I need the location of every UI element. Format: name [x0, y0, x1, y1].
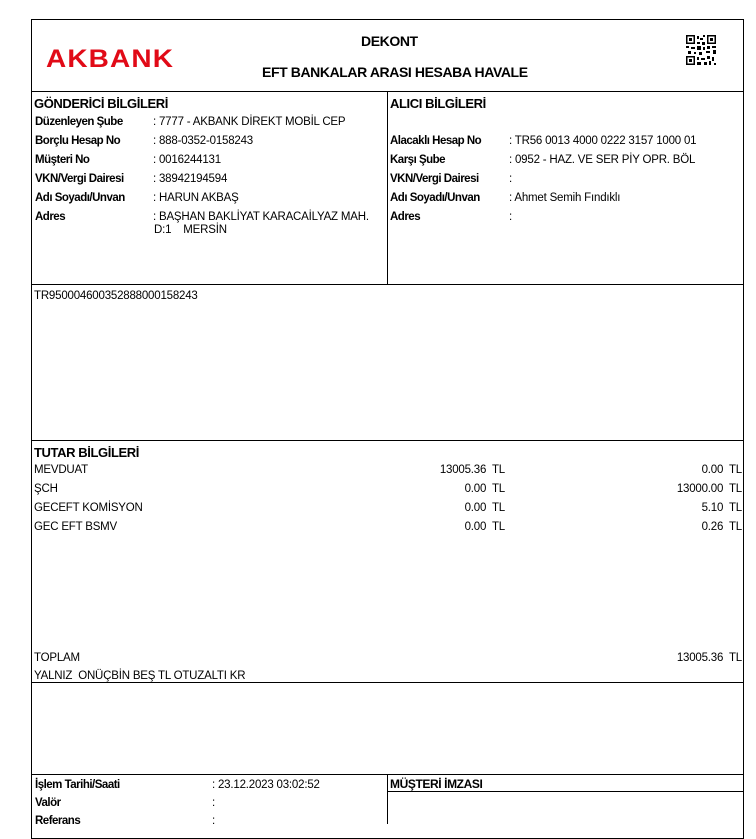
- akbank-logo: AKBANK: [46, 45, 175, 73]
- sender-branch-value: : 7777 - AKBANK DİREKT MOBİL CEP: [153, 116, 346, 128]
- sender-heading: GÖNDERİCİ BİLGİLERİ: [34, 96, 168, 111]
- receiver-heading: ALICI BİLGİLERİ: [390, 96, 486, 111]
- divider-sender-receiver: [387, 91, 388, 284]
- sender-account-value: : 888-0352-0158243: [153, 135, 253, 147]
- sender-address-label: Adres: [35, 211, 66, 223]
- sender-address-value: : BAŞHAN BAKLİYAT KARACAİLYAZ MAH.: [153, 211, 369, 223]
- reference-label: Referans: [35, 815, 81, 827]
- sender-customer-value: : 0016244131: [153, 154, 221, 166]
- amount-row-label: GECEFT KOMİSYON: [34, 502, 143, 514]
- receiver-tax-value: :: [509, 173, 512, 185]
- divider-description: [31, 440, 744, 441]
- divider-parties: [31, 284, 744, 285]
- receiver-address-label: Adres: [390, 211, 421, 223]
- receiver-name-label: Adı Soyadı/Unvan: [390, 192, 480, 204]
- amount-row-right: 5.10 TL: [701, 502, 742, 514]
- receiver-account-label: Alacaklı Hesap No: [390, 135, 482, 147]
- amount-row-label: MEVDUAT: [34, 464, 88, 476]
- sender-name-label: Adı Soyadı/Unvan: [35, 192, 125, 204]
- sender-branch-label: Düzenleyen Şube: [35, 116, 123, 128]
- qr-code-icon: [686, 35, 716, 65]
- transaction-date-value: : 23.12.2023 03:02:52: [212, 779, 320, 791]
- total-value: 13005.36 TL: [676, 652, 742, 664]
- divider-signature: [387, 791, 744, 792]
- sender-name-value: : HARUN AKBAŞ: [153, 192, 239, 204]
- document-title: DEKONT: [361, 33, 418, 49]
- value-date-label: Valör: [35, 797, 61, 809]
- amount-in-words: YALNIZ ONÜÇBİN BEŞ TL OTUZALTI KR: [34, 670, 246, 682]
- divider-amounts: [31, 682, 744, 683]
- receiver-account-value: : TR56 0013 4000 0222 3157 1000 01: [509, 135, 697, 147]
- signature-heading: MÜŞTERİ İMZASI: [390, 777, 483, 791]
- total-label: TOPLAM: [34, 652, 80, 664]
- amount-row-mid: 0.00 TL: [464, 502, 505, 514]
- receiver-tax-label: VKN/Vergi Dairesi: [390, 173, 479, 185]
- amount-row-mid: 0.00 TL: [464, 483, 505, 495]
- sender-address-line2: D:1 MERSİN: [154, 224, 227, 236]
- amount-row-label: ŞCH: [34, 483, 58, 495]
- sender-tax-value: : 38942194594: [153, 173, 228, 185]
- receiver-name-value: : Ahmet Semih Fındıklı: [509, 192, 621, 204]
- amount-row-right: 13000.00 TL: [676, 483, 742, 495]
- divider-footer: [387, 774, 388, 824]
- amount-row-right: 0.00 TL: [701, 464, 742, 476]
- sender-customer-label: Müşteri No: [35, 154, 90, 166]
- amount-row-right: 0.26 TL: [701, 521, 742, 533]
- amount-row-label: GEC EFT BSMV: [34, 521, 118, 533]
- amount-row-mid: 13005.36 TL: [439, 464, 505, 476]
- receiver-branch-label: Karşı Şube: [390, 154, 446, 166]
- document-subtitle: EFT BANKALAR ARASI HESABA HAVALE: [262, 64, 528, 80]
- reference-value: :: [212, 815, 215, 827]
- amounts-heading: TUTAR BİLGİLERİ: [34, 445, 139, 460]
- transaction-description: TR950004600352888000158243: [34, 290, 198, 302]
- amount-row-mid: 0.00 TL: [464, 521, 505, 533]
- sender-tax-label: VKN/Vergi Dairesi: [35, 173, 124, 185]
- receiver-address-value: :: [509, 211, 512, 223]
- receiver-branch-value: : 0952 - HAZ. VE SER PİY OPR. BÖL: [509, 154, 696, 166]
- sender-account-label: Borçlu Hesap No: [35, 135, 121, 147]
- transaction-date-label: İşlem Tarihi/Saati: [35, 779, 120, 791]
- value-date-value: :: [212, 797, 215, 809]
